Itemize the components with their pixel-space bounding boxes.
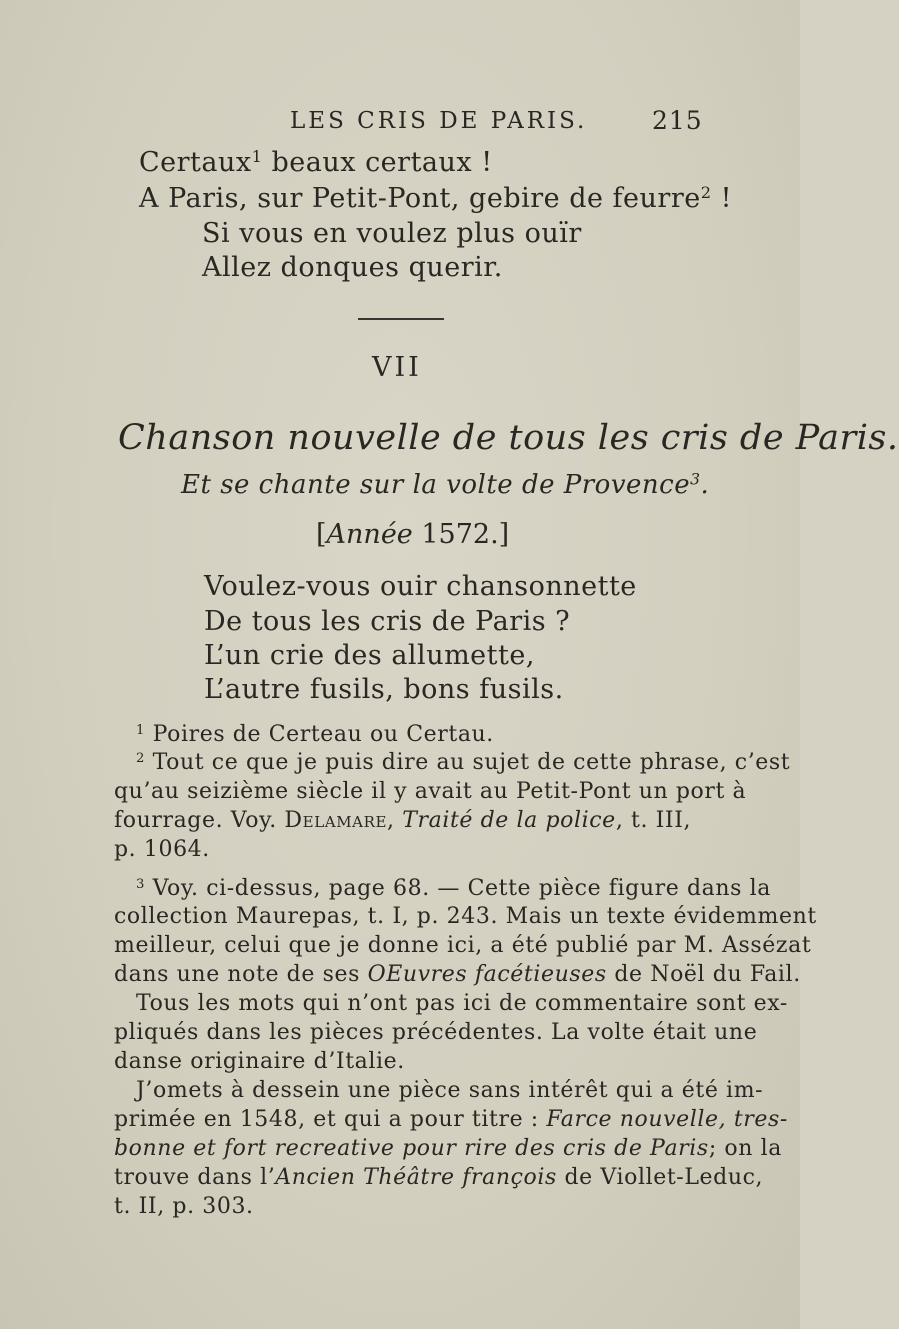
footnote-text: de Noël du Fail. [606, 962, 801, 987]
footnote-3-line-4 [114, 962, 801, 987]
footnote-ref: 1 [251, 147, 263, 167]
footnote-text: dans une note de ses [114, 962, 368, 987]
author-name: Delamare [284, 808, 388, 833]
footnote-text: fourrage. Voy. [114, 808, 285, 833]
footnote-number: 3 [136, 876, 145, 892]
bracket-open: [ [316, 519, 327, 550]
footnote-ref: 3 [690, 470, 701, 489]
verse-line-3: Si vous en voulez plus ouïr [202, 218, 582, 249]
footnote-2-line-3 [114, 808, 691, 833]
work-title: bonne et fort recreative pour rire des cris de Paris [114, 1136, 709, 1161]
footnote-text: trouve dans l’ [114, 1165, 276, 1190]
footnote-text: ; on la [708, 1136, 782, 1161]
song-subtitle [181, 470, 709, 500]
work-title: OEuvres facétieuses [367, 962, 607, 987]
verse-text: Certaux [139, 147, 252, 178]
footnote-text: Voy. ci-dessus, page 68. — Cette pièce figure dans la [145, 876, 771, 901]
running-header: LES CRIS DE PARIS. [290, 108, 588, 134]
footnote-text: Tout ce que je puis dire au sujet de cette phrase, c’est [145, 750, 791, 775]
footnote-number: 2 [136, 750, 145, 766]
note-paragraph-line-2: pliqués dans les pièces précédentes. La volte était une [114, 1020, 758, 1045]
note-paragraph-2-line-4 [114, 1165, 763, 1190]
note-paragraph-line-1: Tous les mots qui n’ont pas ici de commentaire sont ex- [136, 991, 788, 1016]
note-paragraph-2-line-5: t. II, p. 303. [114, 1194, 254, 1219]
verse-text: beaux certaux ! [262, 147, 493, 178]
footnote-3-line-2: collection Maurepas, t. I, p. 243. Mais un texte évidemment [114, 904, 817, 929]
verse-text: ! [711, 183, 732, 214]
subtitle-text: Et se chante sur la volte de Provence [181, 470, 691, 500]
section-divider [358, 318, 444, 320]
page-number: 215 [652, 106, 703, 135]
footnote-3-line-3: meilleur, celui que je donne ici, a été publié par M. Assézat [114, 933, 812, 958]
footnote-text: de Viollet-Leduc, [556, 1165, 764, 1190]
song-line-1: Voulez-vous ouir chansonnette [204, 571, 637, 602]
verse-line-2 [139, 181, 732, 217]
work-title: Farce nouvelle, tres- [546, 1107, 788, 1132]
song-line-4: L’autre fusils, bons fusils. [204, 674, 564, 705]
note-paragraph-line-3: danse originaire d’Italie. [114, 1049, 405, 1074]
verse-line-1 [139, 145, 493, 181]
footnote-text: Poires de Certeau ou Certau. [145, 722, 494, 747]
verse-line-4: Allez donques querir. [202, 252, 503, 283]
subtitle-end: . [700, 470, 710, 500]
footnote-text: primée en 1548, et qui a pour titre : [114, 1107, 547, 1132]
year-label: Année [326, 519, 413, 550]
song-title: Chanson nouvelle de tous les cris de Paris. [118, 418, 899, 458]
footnote-number: 1 [136, 722, 145, 738]
work-title: Ancien Théâtre françois [275, 1165, 557, 1190]
note-paragraph-2-line-1: J’omets à dessein une pièce sans intérêt qui a été im- [136, 1078, 764, 1103]
note-paragraph-2-line-2 [114, 1107, 788, 1132]
work-title: Traité de la police [402, 808, 616, 833]
verse-text: A Paris, sur Petit-Pont, gebire de feurre [139, 183, 701, 214]
footnote-3-line-1 [136, 876, 771, 901]
footnote-text: , t. III, [615, 808, 692, 833]
footnote-2-line-4: p. 1064. [114, 837, 210, 862]
year-line [316, 519, 509, 550]
song-line-3: L’un crie des allumette, [204, 640, 535, 671]
footnote-2-line-1 [136, 750, 790, 775]
section-number: VII [372, 352, 422, 383]
song-line-2: De tous les cris de Paris ? [204, 606, 571, 637]
year-value: 1572. [412, 519, 499, 550]
footnote-ref: 2 [700, 183, 712, 203]
bracket-close: ] [498, 519, 510, 550]
footnote-2-line-2: qu’au seizième siècle il y avait au Petit-Pont un port à [114, 779, 747, 804]
footnote-1 [136, 722, 494, 747]
footnote-text: , [387, 808, 403, 833]
note-paragraph-2-line-3 [114, 1136, 782, 1161]
